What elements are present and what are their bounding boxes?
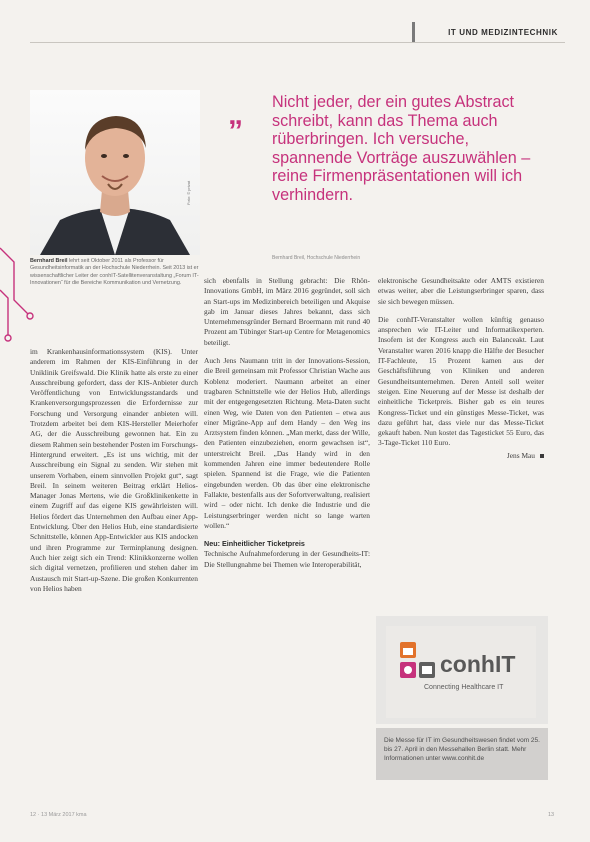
paragraph: Die conhIT-Veranstalter wollen künftig genauso ansprechen wie IT-Leiter und Informatikexperten. Insofern ist der Kongress auch ein Balanceakt. Laut Veranstalter waren 2016 knapp die Hälfte der Besucher IT-Fachleute, 15 Prozent kamen aus der Geschäftsführung von Kliniken und anderen Gesundheitsunternehmen. Deren Anteil soll weiter steigen. Eine Neuerung auf der Messe ist deshalb der einheitliche Ticketpreis. Bisher gab es ein teures Kongress-Ticket und ein günstiges Messe-Ticket, was dazu geführt hat, dass viele nur das Messe-Ticket gekauft haben. Nun kostet das Tagesticket 55 Euro, das 3-Tage-Ticket 110 Euro.: [378, 314, 544, 448]
article-column-1: [30, 347, 198, 602]
section-title: IT UND MEDIZINTECHNIK: [448, 28, 558, 37]
logo-box: [376, 616, 548, 724]
paragraph: sich ebenfalls in Stellung gebracht: Die Rhön-Innovations GmbH, im März 2016 gegründet, soll sich an Start-ups im Medizinbereich beteiligen und Akquise gab im Januar dieses Jahres bekannt, dass sich Unternehmensgründer Bernard Broermann mit rund 40 Prozent am Tübinger Start-up Centre for Metagenomics beteiligt.: [204, 276, 370, 347]
logo-tagline: Connecting Healthcare IT: [424, 684, 504, 691]
caption-text: lehrt seit Oktober 2011 als Professor für Gesundheitsinformatik an der Hochschule Niederrhein. Seit 2013 ist er wissenschaftlicher Leiter der conhIT-Satellitenveranstaltung „Forum IT-Innovationen“ für die Bereiche Kommunikation und Vernetzung.: [30, 258, 199, 286]
paragraph: im Krankenhausinformationssystem (KIS). Unter anderem im Rahmen der KIS-Einführung in der Uniklinik Greifswald. Die Klinik hatte als erste zu einer Ausschreibung gefordert, dass der KIS-Anbieter durch Veröffentlichung von Entwicklungsstandards und Krankenversorgungsprozessen die Erfordernisse zur Forschung und Versorgung einander anbieten will. Trotzdem arbeitet bei dem KIS-Hersteller Meierhofer AG, der die Ausschreibung gewonnen hat. Ein zu diesem Rahmen sein bestehender Posten im Forschungs-Hintergrund erweitert. „Es ist uns wichtig, mit der Ausschreibung ein Signal zu senden. Wir stehen mit unserem Vorhaben, einem sinnvollen Projekt gut“, sagt Breil. In seinem weiteren Beitrag erklärt Helios-Manager Jonas Mertens, wie die Großklinikenkette in einem Zugriff auf das eigene KIS gewährleisten will. Helios fördert das Unternehmen den Aufbau einer App-Entwicklung. Über den Helios Hub, eine standardisierte Schnittstelle, können App-Entwickler aus KIS andocken und ihren Programme zur Terminplanung designen. Auch hier zeigt sich ein Trend: Klinikkonzerne wollen sich digital vernetzen, profilieren und stehen daher im Austausch mit Start-up-Szene. Die großen Konkurrenten von Helios haben: [30, 347, 198, 593]
quote-attribution: Bernhard Breil, Hochschule Niederrhein: [272, 255, 361, 261]
photo-caption: [30, 258, 205, 287]
quote-mark: „: [228, 98, 243, 131]
header-rule: [30, 42, 565, 43]
pull-quote: Nicht jeder, der ein gutes Abstract schreibt, kann das Thema auch rüberbringen. Ich versuche, spannende Vorträge auszuwählen – reine Firmenpräsentationen will ich verhindern.: [272, 93, 531, 204]
photo-credit: Foto: © privat: [186, 180, 191, 205]
paragraph: Technische Aufnahmeforderung in der Gesundheits-IT: Die Stellungnahme bei Themen wie Interoperabilität,: [204, 549, 370, 569]
end-mark-icon: [540, 454, 544, 458]
subheading: Neu: Einheitlicher Ticketpreis: [204, 539, 305, 549]
paragraph: Auch Jens Naumann tritt in der Innovations-Session, die Breil gemeinsam mit Professor Christian Wache aus Koblenz moderiert. Naumann arbeitet an einer tragbaren Schnittstelle wie der Helios Hub, allerdings mit der entgegengesetzten Richtung. Meta-Daten sucht einen Weg, wie Daten von den Patienten – etwa aus einer Migräne-App auf dem Handy – den Weg ins Arztsystem finden können. „Man merkt, dass der Wille, den Patienten einzubeziehen, enorm gewachsen ist“, unterstreicht Breil. „Das Handy wird in den kommenden Jahren eine immer bedeutendere Rolle spielen. Spannend ist die Frage, wie die Patienten eingebunden werden. Ob das über eine elektronische Fallakte, bestenfalls aus der Sofortverwaltung, realisiert wird – oder nicht. Ich denke die Industrie und die Leistungserbringer werden nicht so lange warten wollen.“: [204, 356, 370, 530]
info-box: [376, 728, 548, 780]
portrait-photo: [30, 90, 200, 255]
logo-wordmark: conhIT: [440, 651, 516, 677]
author-name: Jens Mau: [506, 450, 535, 460]
portrait-illustration: [30, 90, 200, 255]
info-text: Die Messe für IT im Gesundheitswesen findet vom 25. bis 27. April in den Messehallen Berlin statt. Mehr Informationen unter www.conhit.de: [384, 737, 540, 762]
logo-panel: [386, 626, 536, 718]
page-number: 13: [548, 812, 555, 818]
caption-name: Bernhard Breil: [30, 258, 68, 264]
paragraph: elektronische Gesundheitsakte oder AMTS existieren etwas weiter, aber die Leistungserbringer sparen, dass sie sich bewegen müssen.: [378, 276, 544, 306]
article-column-3: [378, 276, 544, 461]
footer-left: 12 · 13 März 2017 kma: [30, 812, 87, 818]
author-line: [378, 451, 544, 461]
circuit-decoration: [0, 240, 40, 350]
article-column-2: [204, 276, 370, 578]
